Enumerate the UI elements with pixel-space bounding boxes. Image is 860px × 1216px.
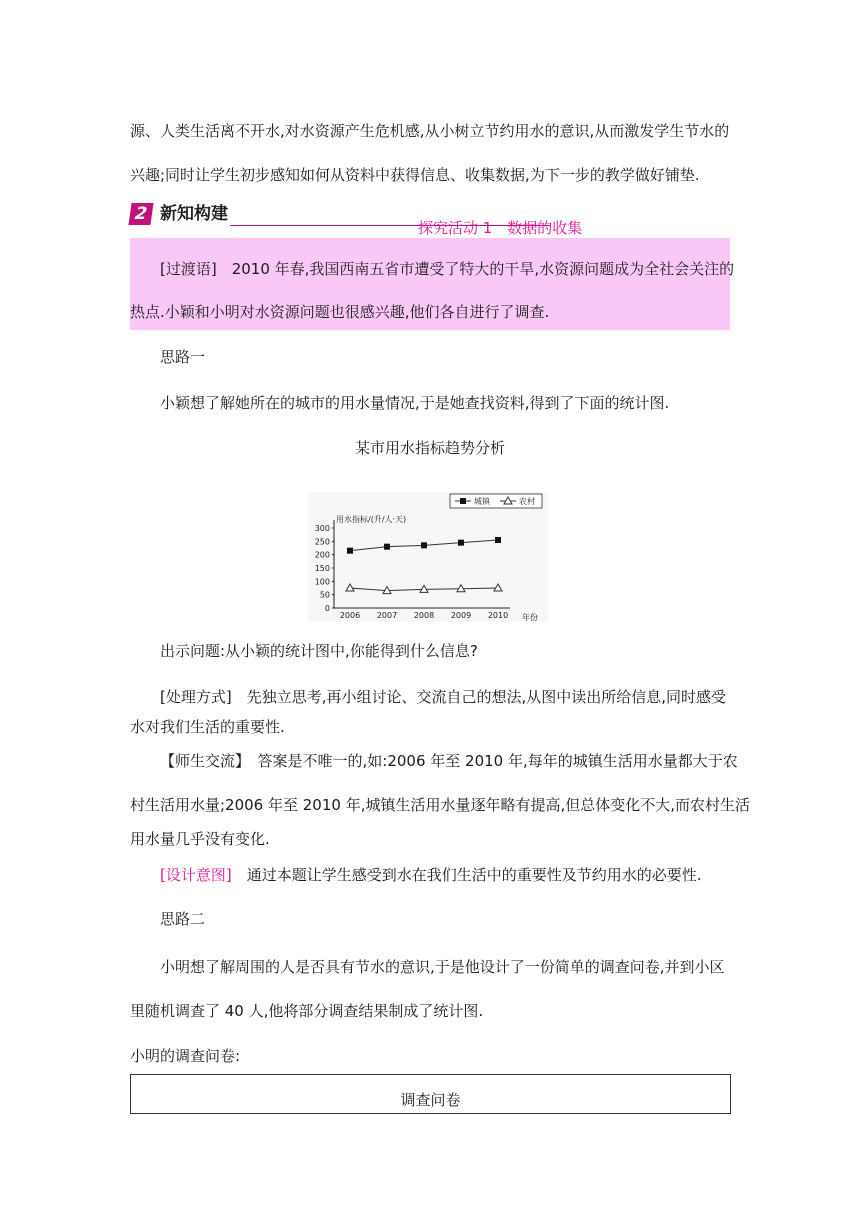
y-tick-label: 300: [314, 524, 330, 533]
idea1-heading: 思路一: [160, 348, 206, 366]
data-point-square: [458, 540, 464, 546]
data-point-square: [384, 544, 390, 550]
intro-line-2: 兴趣;同时让学生初步感知如何从资料中获得信息、收集数据,为下一步的教学做好铺垫.: [130, 166, 700, 184]
question-text: 出示问题:从小颖的统计图中,你能得到什么信息?: [160, 642, 478, 660]
y-tick-label: 150: [314, 564, 330, 573]
data-point-square: [347, 548, 353, 554]
idea2-heading: 思路二: [160, 910, 206, 928]
legend-label-1: 城镇: [474, 497, 490, 506]
idea1-text: 小颖想了解她所在的城市的用水量情况,于是她查找资料,得到了下面的统计图.: [160, 394, 670, 412]
chart-title: 某市用水指标趋势分析: [354, 439, 505, 457]
x-tick-label: 2010: [487, 611, 509, 620]
y-tick-label: 100: [314, 577, 330, 587]
section-header: [130, 203, 730, 237]
x-tick-label: 2008: [413, 611, 435, 620]
x-axis-label: 年份: [522, 613, 538, 622]
y-tick-label: 0: [324, 604, 330, 613]
exchange-line-2: 村生活用水量;2006 年至 2010 年,城镇生活用水量逐年略有提高,但总体变化不大,而农村生活: [130, 796, 751, 814]
activity-title: 探究活动 1 数据的收集: [418, 219, 583, 237]
idea2-line-1: 小明想了解周围的人是否具有节水的意识,于是他设计了一份简单的调查问卷,并到小区: [160, 958, 725, 976]
questionnaire-label: 小明的调查问卷:: [130, 1047, 241, 1065]
method-line-2: 水对我们生活的重要性.: [130, 718, 285, 736]
transition-line-2: 热点.小颖和小明对水资源问题也很感兴趣,他们各自进行了调查.: [130, 303, 550, 321]
water-usage-chart: [308, 492, 548, 622]
y-tick-label: 50: [319, 590, 330, 600]
questionnaire-title: 调查问卷: [400, 1091, 461, 1109]
design-intent-label: [设计意图]: [160, 866, 232, 884]
section-title: 新知构建: [160, 204, 228, 224]
legend-label-2: 农村: [519, 497, 535, 506]
design-intent-text: 通过本题让学生感受到水在我们生活中的重要性及节约用水的必要性.: [231, 866, 702, 884]
data-point-square: [495, 537, 501, 543]
questionnaire-box: [130, 1074, 731, 1114]
chart-background: [308, 492, 548, 622]
idea2-line-2: 里随机调查了 40 人,他将部分调查结果制成了统计图.: [130, 1002, 484, 1020]
intro-line-1: 源、人类生活离不开水,对水资源产生危机感,从小树立节约用水的意识,从而激发学生节水的: [130, 122, 730, 140]
y-axis-label: 用水指标/(升/人·天): [336, 515, 407, 524]
legend-marker-square: [460, 498, 466, 504]
exchange-line-1: 【师生交流】 答案是不唯一的,如:2006 年至 2010 年,每年的城镇生活用水量都大于农: [160, 752, 738, 770]
x-tick-label: 2007: [376, 611, 398, 620]
data-point-square: [421, 542, 427, 548]
transition-box: [130, 238, 735, 330]
design-intent: [160, 864, 702, 885]
x-tick-label: 2009: [450, 611, 472, 620]
transition-line-1: [过渡语] 2010 年春,我国西南五省市遭受了特大的干旱,水资源问题成为全社会关注的: [160, 260, 735, 278]
method-line-1: [处理方式] 先独立思考,再小组讨论、交流自己的想法,从图中读出所给信息,同时感受: [160, 688, 727, 706]
y-tick-label: 200: [314, 550, 330, 560]
section-number-badge: 2: [128, 203, 153, 225]
x-tick-label: 2006: [339, 611, 361, 620]
y-tick-label: 250: [314, 537, 330, 547]
exchange-line-3: 用水量几乎没有变化.: [130, 830, 270, 848]
